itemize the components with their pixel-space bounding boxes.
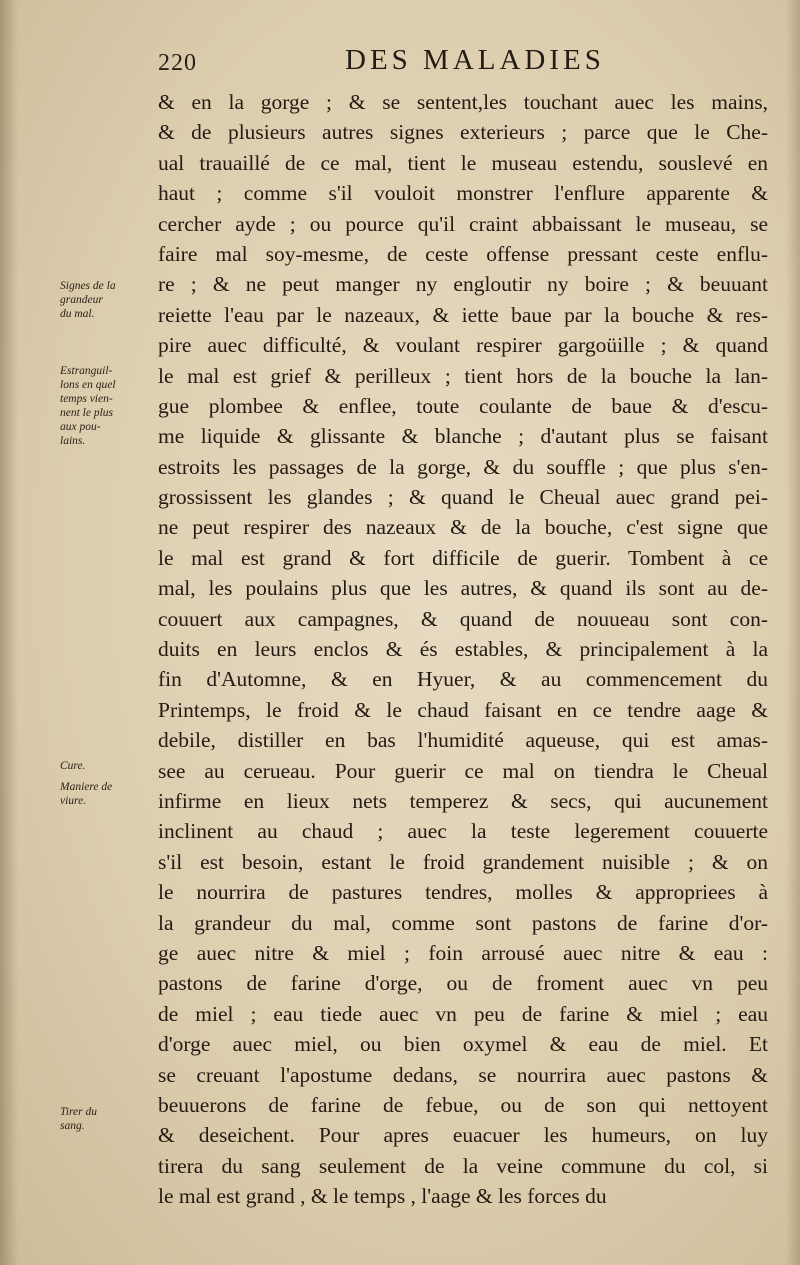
text-line: se creuant l'apostume dedans, se nourrira auec pastons & (158, 1062, 768, 1087)
text-line: reiette l'eau par le nazeaux, & iette baue par la bouche & res- (158, 302, 768, 327)
margin-note-line: du mal. (60, 308, 95, 320)
text-line: re ; & ne peut manger ny engloutir ny boire ; & beuuant (158, 272, 768, 297)
margin-note-line: sang. (60, 1120, 85, 1132)
page-number: 220 (158, 50, 197, 76)
text-line: ual trauaillé de ce mal, tient le museau estendu, souslevé en (158, 150, 768, 175)
margin-note-line: nent le plus (60, 407, 114, 419)
margin-note-line: Estranguil- (60, 365, 113, 377)
margin-note-tirer (60, 1105, 97, 1133)
text-line: & de plusieurs autres signes exterieurs ; parce que le Che- (158, 120, 768, 145)
margin-note-line: temps vien- (60, 393, 113, 405)
text-line: de miel ; eau tiede auec vn peu de farine & miel ; eau (158, 1001, 768, 1026)
text-line: mal, les poulains plus que les autres, & quand ils sont au de- (158, 576, 768, 601)
text-line: le nourrira de pastures tendres, molles & appropriees à (158, 880, 768, 905)
margin-note-line: Signes de la (60, 280, 116, 292)
text-line: gue plombee & enflee, toute coulante de baue & d'escu- (158, 393, 768, 418)
text-line: ge auec nitre & miel ; foin arrousé auec nitre & eau : (158, 940, 768, 965)
margin-note-line: aux pou- (60, 421, 101, 433)
text-line: pastons de farine d'orge, ou de froment auec vn peu (158, 971, 768, 996)
margin-note-cure (60, 759, 85, 773)
text-line: debile, distiller en bas l'humidité aqueuse, qui est amas- (158, 728, 768, 753)
margin-note-line: Tirer du (60, 1106, 97, 1118)
text-line: grossissent les glandes ; & quand le Cheual auec grand pei- (158, 485, 768, 510)
text-line: inclinent au chaud ; auec la teste legerement couuerte (158, 819, 768, 844)
text-line: estroits les passages de la gorge, & du souffle ; que plus s'en- (158, 454, 768, 479)
margin-note-line: viure. (60, 795, 87, 807)
margin-note-line: Cure. (60, 760, 86, 772)
page-header (0, 44, 800, 84)
text-line: fin d'Automne, & en Hyuer, & au commencement du (158, 667, 768, 692)
text-line: & deseichent. Pour apres euacuer les humeurs, on luy (158, 1123, 768, 1148)
text-line: le mal est grief & perilleux ; tient hors de la bouche la lan- (158, 363, 768, 388)
text-line: s'il est besoin, estant le froid grandement nuisible ; & on (158, 849, 768, 874)
text-line: see au cerueau. Pour guerir ce mal on tiendra le Cheual (158, 758, 768, 783)
text-line: faire mal soy-mesme, de ceste offense pressant ceste enflu- (158, 241, 768, 266)
margin-note-line: Maniere de (60, 781, 113, 793)
text-line: infirme en lieux nets temperez & secs, qui aucunement (158, 788, 768, 813)
running-title: DES MALADIES (345, 44, 605, 76)
text-line: cercher ayde ; ou pource qu'il craint abbaissant le museau, se (158, 211, 768, 236)
body-text (158, 87, 768, 1211)
text-line: haut ; comme s'il vouloit monstrer l'enflure apparente & (158, 181, 768, 206)
margin-note-estranguillons (60, 364, 116, 448)
text-line: me liquide & glissante & blanche ; d'autant plus se faisant (158, 424, 768, 449)
margin-note-maniere (60, 780, 112, 808)
margin-note-line: lons en quel (60, 379, 116, 391)
margin-note-signes (60, 279, 116, 321)
text-line: Printemps, le froid & le chaud faisant en ce tendre aage & (158, 697, 768, 722)
text-line: pire auec difficulté, & voulant respirer gargoüille ; & quand (158, 333, 768, 358)
text-line: couuert aux campagnes, & quand de nouueau sont con- (158, 606, 768, 631)
text-line: d'orge auec miel, ou bien oxymel & eau de miel. Et (158, 1032, 768, 1057)
text-line: le mal est grand & fort difficile de guerir. Tombent à ce (158, 545, 768, 570)
margin-note-line: grandeur (60, 294, 103, 306)
text-line: le mal est grand , & le temps , l'aage & les forces du (158, 1184, 607, 1209)
text-line: & en la gorge ; & se sentent,les touchant auec les mains, (158, 90, 768, 114)
text-line: ne peut respirer des nazeaux & de la bouche, c'est signe que (158, 515, 768, 540)
text-line: beuuerons de farine de febue, ou de son qui nettoyent (158, 1092, 768, 1117)
text-line: tirera du sang seulement de la veine commune du col, si (158, 1153, 768, 1178)
text-line: la grandeur du mal, comme sont pastons de farine d'or- (158, 910, 768, 935)
margin-note-line: lains. (60, 435, 86, 447)
text-line: duits en leurs enclos & és estables, & principalement à la (158, 637, 768, 662)
